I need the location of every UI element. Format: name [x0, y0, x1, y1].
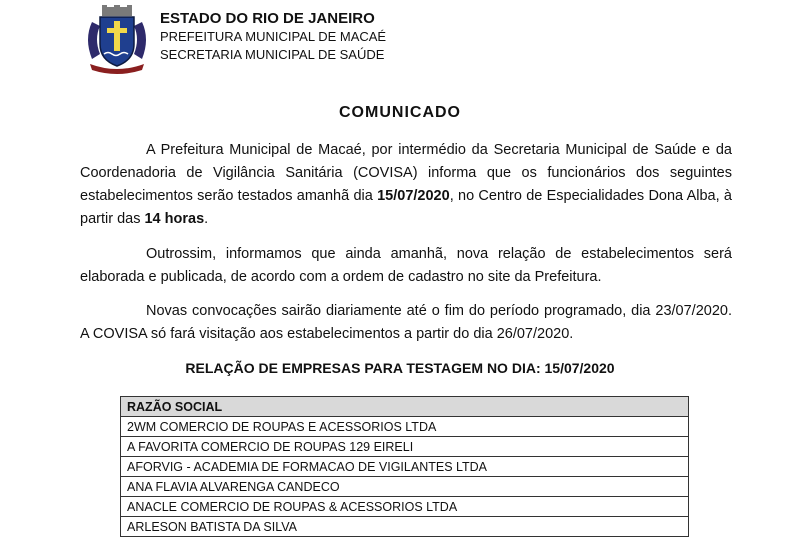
paragraph-new-list-text: Outrossim, informamos que ainda amanhã, nova relação de estabelecimentos será elaborada e publicada, de acordo com a ordem de cadastro no site da Prefeitura.	[80, 246, 732, 285]
company-name: ARLESON BATISTA DA SILVA	[121, 517, 689, 537]
paragraph-new-list	[80, 243, 732, 289]
test-date: 15/07/2020	[377, 188, 450, 204]
paragraph-schedule-text: Novas convocações sairão diariamente até o fim do período programado, dia 23/07/2020. A COVISA só fará visitação aos estabelecimentos a partir do dia 26/07/2020.	[80, 303, 732, 342]
table-row	[121, 477, 689, 497]
company-name: 2WM COMERCIO DE ROUPAS E ACESSORIOS LTDA	[121, 417, 689, 437]
companies-table	[120, 396, 689, 537]
document-title: COMUNICADO	[339, 104, 461, 121]
paragraph-announcement	[80, 139, 732, 231]
paragraph-schedule	[80, 300, 732, 346]
header-state: ESTADO DO RIO DE JANEIRO	[160, 10, 375, 27]
paragraph-announcement-text-b: , no Centro de Especialidades Dona Alba, à partir das	[80, 188, 732, 227]
table-row	[121, 417, 689, 437]
company-name: A FAVORITA COMERCIO DE ROUPAS 129 EIRELI	[121, 437, 689, 457]
table-row	[121, 437, 689, 457]
list-title: RELAÇÃO DE EMPRESAS PARA TESTAGEM NO DIA: 15/07/2020	[185, 360, 615, 376]
header-municipality: PREFEITURA MUNICIPAL DE MACAÉ	[160, 29, 387, 44]
paragraph-announcement-text-c: .	[204, 211, 209, 227]
table-row	[121, 457, 689, 477]
table-row	[121, 497, 689, 517]
company-name: ANA FLAVIA ALVARENGA CANDECO	[121, 477, 689, 497]
test-time: 14 horas	[144, 211, 205, 227]
paragraph-announcement-text-a: A Prefeitura Municipal de Macaé, por intermédio da Secretaria Municipal de Saúde e da Coordenadoria de Vigilância Sanitária (COVISA) informa que os funcionários dos seguintes estabelecimentos serão testados amanhã dia	[80, 142, 732, 204]
company-name: ANACLE COMERCIO DE ROUPAS & ACESSORIOS LTDA	[121, 497, 689, 517]
column-header-razao-social: RAZÃO SOCIAL	[121, 397, 689, 417]
table-header-row	[121, 397, 689, 417]
coat-of-arms-icon	[82, 4, 152, 74]
header-secretariat: SECRETARIA MUNICIPAL DE SAÚDE	[160, 47, 385, 62]
company-name: AFORVIG - ACADEMIA DE FORMACAO DE VIGILANTES LTDA	[121, 457, 689, 477]
